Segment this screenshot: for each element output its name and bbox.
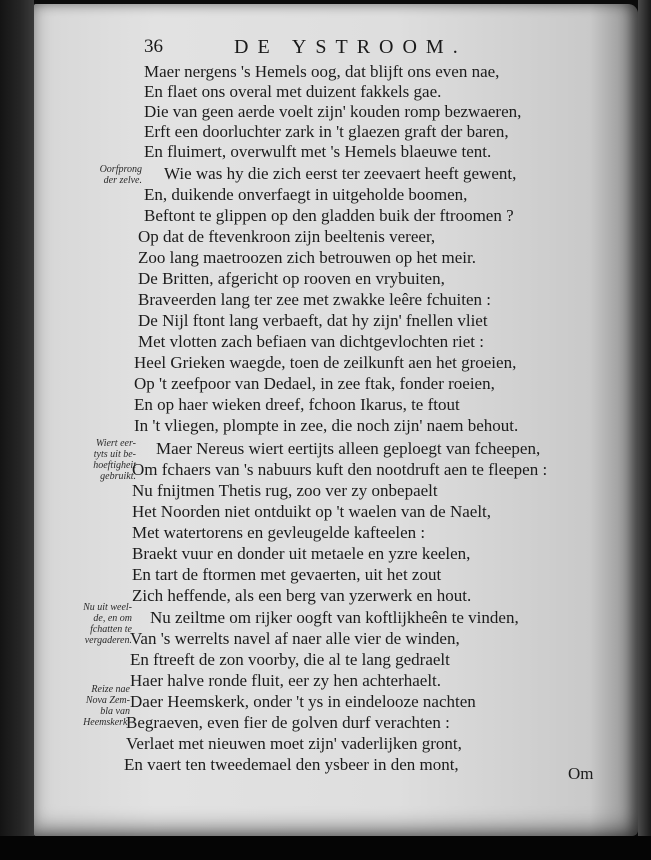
verse-line: De Britten, afgericht op rooven en vrybuiten, [138, 269, 445, 288]
verse-line: En flaet ons overal met duizent fakkels gae. [144, 82, 442, 101]
verse-line: Nu fnijtmen Thetis rug, zoo ver zy onbepaelt [132, 481, 438, 500]
book-gutter [0, 0, 34, 860]
verse-line: Beftont te glippen op den gladden buik der ftroomen ? [144, 206, 514, 225]
bottom-shadow [0, 836, 651, 860]
book-page [34, 4, 638, 836]
verse-line: Met watertorens en gevleugelde kafteelen : [132, 523, 426, 542]
verse-line: Zich heffende, als een berg van yzerwerk en hout. [132, 586, 472, 605]
verse-line: Op dat de ftevenkroon zijn beeltenis vereer, [138, 227, 436, 246]
verse-line: Van 's werrelts navel af naer alle vier de winden, [130, 629, 460, 648]
verse-line: En ftreeft de zon voorby, die al te lang gedraelt [130, 650, 450, 669]
verse-line: En, duikende onverfaegt in uitgeholde boomen, [144, 185, 468, 204]
verse-line: Erft een doorluchter zark in 't glaezen graft der baren, [144, 122, 509, 141]
verse-line: Zoo lang maetroozen zich betrouwen op het meir. [138, 248, 476, 267]
verse-line: De Nijl ftont lang verbaeft, dat hy zijn' fnellen vliet [138, 311, 488, 330]
verse-line: En tart de ftormen met gevaerten, uit het zout [132, 565, 442, 584]
verse-line: Braekt vuur en donder uit metaele en yzre keelen, [132, 544, 471, 563]
page-edge [638, 0, 651, 860]
verse-line: En fluimert, overwulft met 's Hemels blaeuwe tent. [144, 142, 492, 161]
verse-line: Die van geen aerde voelt zijn' kouden romp bezwaeren, [144, 102, 522, 121]
catchword: Om [568, 764, 594, 783]
verse-line: Maer Nereus wiert eertijts alleen geploegt van fcheepen, [156, 439, 541, 458]
verse-line: Heel Grieken waegde, toen de zeilkunft aen het groeien, [134, 353, 517, 372]
verse-line: Nu zeiltme om rijker oogft van koftlijkheên te vinden, [150, 608, 519, 627]
verse-line: Maer nergens 's Hemels oog, dat blijft ons even nae, [144, 62, 500, 81]
verse-line: Het Noorden niet ontduikt op 't waelen van de Naelt, [132, 502, 492, 521]
verse-line: Wie was hy die zich eerst ter zeevaert heeft gewent, [164, 164, 517, 183]
marginal-note: Nu uit weel- de, en om fchatten te vergaderen. [83, 602, 132, 646]
verse-line: Op 't zeefpoor van Dedael, in zee ftak, fonder roeien, [134, 374, 495, 393]
verse-line: Om fchaers van 's nabuurs kuft den nootdruft aen te fleepen : [132, 460, 548, 479]
verse-line: En op haer wieken dreef, fchoon Ikarus, te ftout [134, 395, 460, 414]
verse-line: Haer halve ronde fluit, eer zy hen achterhaelt. [130, 671, 442, 690]
verse-line: Begraeven, even fier de golven durf verachten : [126, 713, 450, 732]
marginal-note: Oorfprong der zelve. [99, 164, 142, 186]
verse-line: Met vlotten zach befiaen van dichtgevlochten riet : [138, 332, 485, 351]
verse-line: In 't vliegen, plompte in zee, die noch zijn' naem behout. [134, 416, 519, 435]
verse-line: En vaert ten tweedemael den ysbeer in den mont, [124, 755, 459, 774]
page-header [34, 36, 638, 62]
page-number: 36 [144, 36, 163, 57]
verse-line: Daer Heemskerk, onder 't ys in eindelooze nachten [130, 692, 476, 711]
marginal-note: Wiert eer- tyts uit be- hoeftigheit gebruikt. [93, 438, 136, 482]
verse-line: Verlaet met nieuwen moet zijn' vaderlijken gront, [126, 734, 462, 753]
marginal-note: Reize nae Nova Zem- bla van Heemskerk. [83, 684, 130, 728]
verse-line: Braveerden lang ter zee met zwakke leêre fchuiten : [138, 290, 492, 309]
running-title: DE YSTROOM. [234, 36, 467, 58]
